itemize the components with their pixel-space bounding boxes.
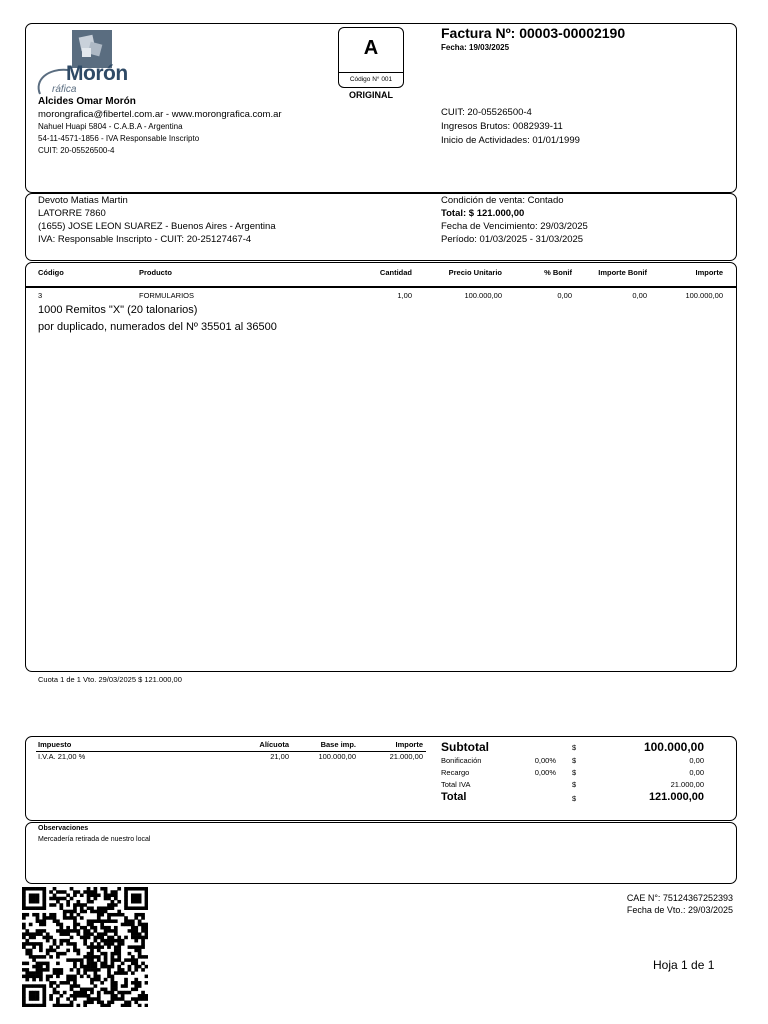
tax-rate: 21,00 (270, 752, 289, 761)
seller-cuit: CUIT: 20-05526500-4 (441, 107, 532, 118)
items-header-divider (25, 286, 737, 288)
invoice-title: Factura Nº: 00003-00002190 (441, 25, 626, 41)
surcharge-label: Recargo (441, 768, 470, 777)
bonification-value: 0,00 (689, 756, 704, 765)
client-total: Total: $ 121.000,00 (441, 208, 525, 219)
tax-header-base: Base imp. (320, 740, 356, 749)
installment-note: Cuota 1 de 1 Vto. 29/03/2025 $ 121.000,00 (38, 675, 182, 684)
observations-title: Observaciones (38, 825, 89, 832)
subtotal-currency: $ (572, 743, 577, 752)
item-code: 3 (38, 291, 43, 300)
col-header-unit-price: Precio Unitario (448, 268, 502, 277)
col-header-discount-amount: Importe Bonif (598, 268, 647, 277)
invoice-letter-box (338, 27, 404, 88)
copy-label: ORIGINAL (349, 90, 393, 100)
tax-header-amount: Importe (395, 740, 423, 749)
gross-income: Ingresos Brutos: 0082939-11 (441, 121, 563, 132)
invoice-date: Fecha: 19/03/2025 (441, 43, 510, 52)
qr-code-graphic (22, 887, 148, 1007)
client-address: LATORRE 7860 (38, 208, 106, 219)
bonification-pct: 0,00% (534, 756, 556, 765)
invoice-letter: A (363, 37, 379, 59)
due-date: Fecha de Vencimiento: 29/03/2025 (441, 221, 588, 232)
company-cuit: CUIT: 20-05526500-4 (38, 146, 115, 155)
company-email-web: morongrafica@fibertel.com.ar - www.morongrafica.com.ar (38, 109, 282, 120)
col-header-quantity: Cantidad (379, 268, 412, 277)
surcharge-currency: $ (572, 768, 577, 777)
cae-number: CAE N°: 75124367252393 (626, 893, 733, 903)
item-description-line-2: por duplicado, numerados del Nº 35501 al 36500 (38, 321, 277, 333)
col-header-amount: Importe (695, 268, 723, 277)
item-amount: 100.000,00 (685, 291, 723, 300)
surcharge-value: 0,00 (689, 768, 704, 777)
logo-sub: ráfica (52, 84, 77, 95)
item-quantity: 1,00 (397, 291, 412, 300)
tax-amount: 21.000,00 (389, 752, 423, 761)
tax-header-name: Impuesto (38, 740, 72, 749)
item-discount-pct: 0,00 (557, 291, 572, 300)
subtotal-value: 100.000,00 (643, 740, 704, 754)
total-currency: $ (572, 794, 577, 803)
client-name: Devoto Matias Martin (38, 195, 128, 206)
sale-condition: Condición de venta: Contado (441, 195, 564, 206)
total-iva-currency: $ (572, 780, 577, 789)
item-discount-amount: 0,00 (632, 291, 647, 300)
bonification-label: Bonificación (441, 756, 482, 765)
qr-code (22, 887, 148, 1007)
col-header-discount-pct: % Bonif (544, 268, 572, 277)
surcharge-pct: 0,00% (534, 768, 556, 777)
item-unit-price: 100.000,00 (464, 291, 502, 300)
item-description-line-1: 1000 Remitos "X" (20 talonarios) (38, 304, 198, 316)
observations-text: Mercadería retirada de nuestro local (38, 836, 151, 843)
invoice-letter-code: Código N° 001 (349, 76, 393, 83)
client-iva: IVA: Responsable Inscripto - CUIT: 20-25127467-4 (38, 234, 252, 245)
letter-divider (339, 72, 403, 73)
activity-start: Inicio de Actividades: 01/01/1999 (441, 135, 580, 146)
tax-header-rate: Alícuota (259, 740, 289, 749)
company-name: Alcides Omar Morón (38, 96, 136, 107)
item-product: FORMULARIOS (139, 291, 195, 300)
cae-due-date: Fecha de Vto.: 29/03/2025 (626, 905, 733, 915)
page-number: Hoja 1 de 1 (653, 958, 715, 972)
company-logo (34, 28, 128, 96)
observations-box (25, 822, 737, 884)
tax-base: 100.000,00 (318, 752, 356, 761)
tax-name: I.V.A. 21,00 % (38, 752, 86, 761)
client-city: (1655) JOSE LEON SUAREZ - Buenos Aires - Argentina (38, 221, 276, 232)
billing-period: Período: 01/03/2025 - 31/03/2025 (441, 234, 584, 245)
company-address: Nahuel Huapi 5804 - C.A.B.A - Argentina (38, 122, 183, 131)
logo-brand: Morón (66, 62, 128, 85)
total-iva-label: Total IVA (441, 780, 471, 789)
bonification-currency: $ (572, 756, 577, 765)
col-header-product: Producto (139, 268, 172, 277)
total-label: Total (441, 791, 467, 803)
col-header-code: Código (38, 268, 64, 277)
company-phone-iva: 54-11-4571-1856 - IVA Responsable Inscripto (38, 134, 200, 143)
total-iva-value: 21.000,00 (670, 780, 704, 789)
total-value: 121.000,00 (648, 791, 704, 803)
subtotal-label: Subtotal (441, 740, 489, 754)
